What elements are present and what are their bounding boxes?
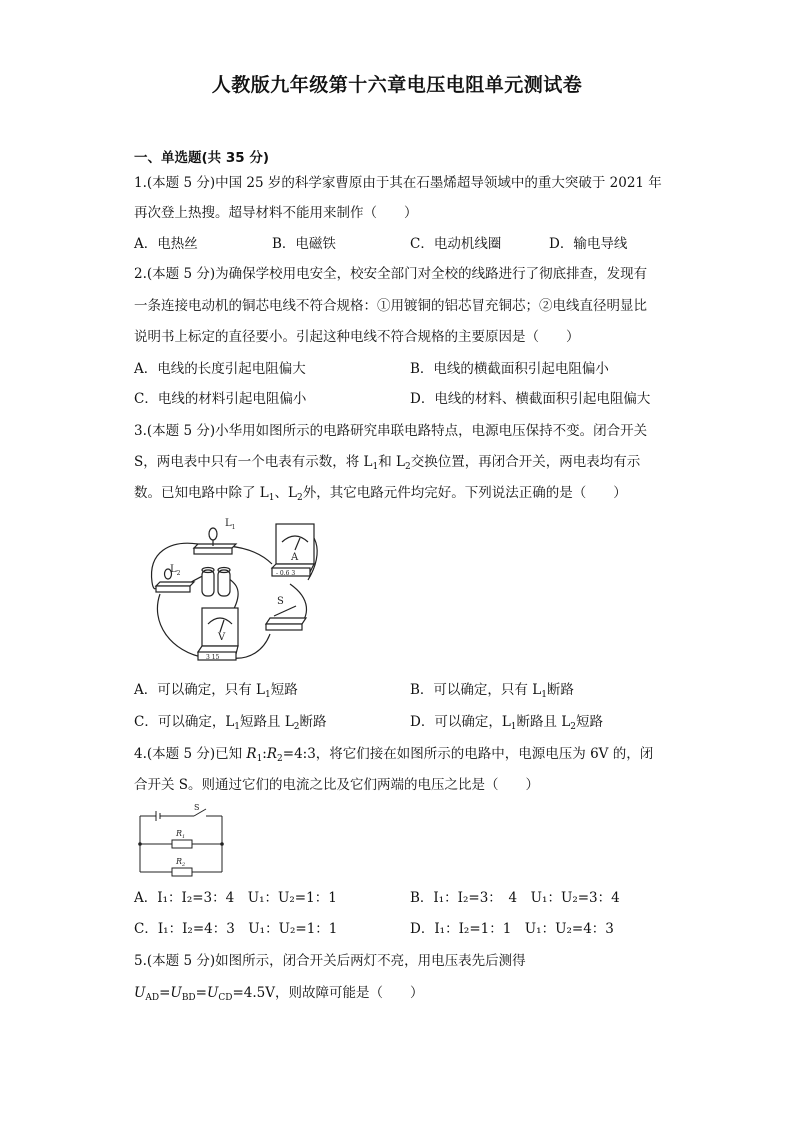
q2-line2: 一条连接电动机的铜芯电线不符合规格：①用镀铜的铝芯冒充铜芯；②电线直径明显比 (134, 298, 647, 314)
q4-option-d: D．I₁：I₂=1：1 U₁：U₂=4：3 (410, 921, 614, 937)
q4-line1: 4.(本题 5 分)已知 $R_1:R_2=4:3$，将它们接在如图所示的电路中，电源电压为 6V 的，闭 (134, 746, 654, 764)
q2-option-d: D．电线的材料、横截面积引起电阻偏大 (410, 391, 651, 407)
svg-text:L2: $L_2$ (170, 564, 181, 577)
q3-option-b: B．可以确定，只有 $L_1$断路 (410, 682, 574, 700)
q1-option-d: D．输电导线 (549, 236, 628, 252)
q5-line2: $U_{AD}=U_{BD}=U_{CD}=4.5V$，则故障可能是（ ） (134, 985, 424, 1003)
q1-line1: 1.(本题 5 分)中国 25 岁的科学家曹原由于其在石墨烯超导领域中的重大突破于 2021 年 (134, 175, 662, 191)
svg-text:A: A (291, 552, 299, 563)
svg-text:- 0.6 3: - 0.6 3 (276, 570, 296, 577)
q4-option-c: C．I₁：I₂=4：3 U₁：U₂=1：1 (134, 921, 338, 937)
q3-line3: 数。已知电路中除了 $L_1$、$L_2$外，其它电路元件均完好。下列说法正确的是（ ） (134, 485, 627, 503)
q3-option-a: A．可以确定，只有 $L_1$短路 (134, 682, 298, 700)
q1-line2: 再次登上热搜。超导材料不能用来制作（ ） (134, 205, 418, 221)
q2-line3: 说明书上标定的直径要小。引起这种电线不符合规格的主要原因是（ ） (134, 329, 580, 345)
q1-option-b: B．电磁铁 (272, 236, 336, 252)
q4-circuit-figure (136, 802, 228, 880)
q5-line1: 5.(本题 5 分)如图所示，闭合开关后两灯不亮，用电压表先后测得 (134, 953, 526, 969)
q4-line2: 合开关 S。则通过它们的电流之比及它们两端的电压之比是（ ） (134, 777, 540, 793)
section-heading: 一、单选题(共 35 分) (134, 150, 270, 166)
q4-option-a: A．I₁：I₂=3：4 U₁：U₂=1：1 (134, 890, 337, 906)
q2-option-a: A．电线的长度引起电阻偏大 (134, 361, 306, 377)
svg-text:L1: $L_1$ (225, 518, 236, 531)
q3-line2: S，两电表中只有一个电表有示数，将 $L_1$和 $L_2$交换位置，再闭合开关，两电表均有示 (134, 454, 641, 472)
q2-option-c: C．电线的材料引起电阻偏小 (134, 391, 307, 407)
q3-line1: 3.(本题 5 分)小华用如图所示的电路研究串联电路特点，电源电压保持不变。闭合开关 (134, 423, 648, 439)
svg-text:3 15: 3 15 (206, 654, 220, 661)
svg-text:R2: $R_2$ (176, 857, 186, 868)
svg-text:S: S (277, 596, 284, 607)
q2-option-b: B．电线的横截面积引起电阻偏小 (410, 361, 609, 377)
svg-text:R1: $R_1$ (176, 829, 186, 840)
q1-option-a: A．电热丝 (134, 236, 198, 252)
svg-text:S: S (194, 803, 200, 812)
page-title: 人教版九年级第十六章电压电阻单元测试卷 (211, 74, 583, 96)
svg-text:V: V (218, 632, 226, 643)
q1-option-c: C．电动机线圈 (410, 236, 502, 252)
q3-circuit-figure (140, 512, 330, 670)
q4-option-b: B．I₁：I₂=3： 4 U₁：U₂=3：4 (410, 890, 620, 906)
q3-option-c: C．可以确定，$L_1$短路且 $L_2$断路 (134, 714, 327, 732)
q2-line1: 2.(本题 5 分)为确保学校用电安全，校安全部门对全校的线路进行了彻底排查，发现有 (134, 266, 648, 282)
q3-option-d: D．可以确定，$L_1$断路且 $L_2$短路 (410, 714, 604, 732)
